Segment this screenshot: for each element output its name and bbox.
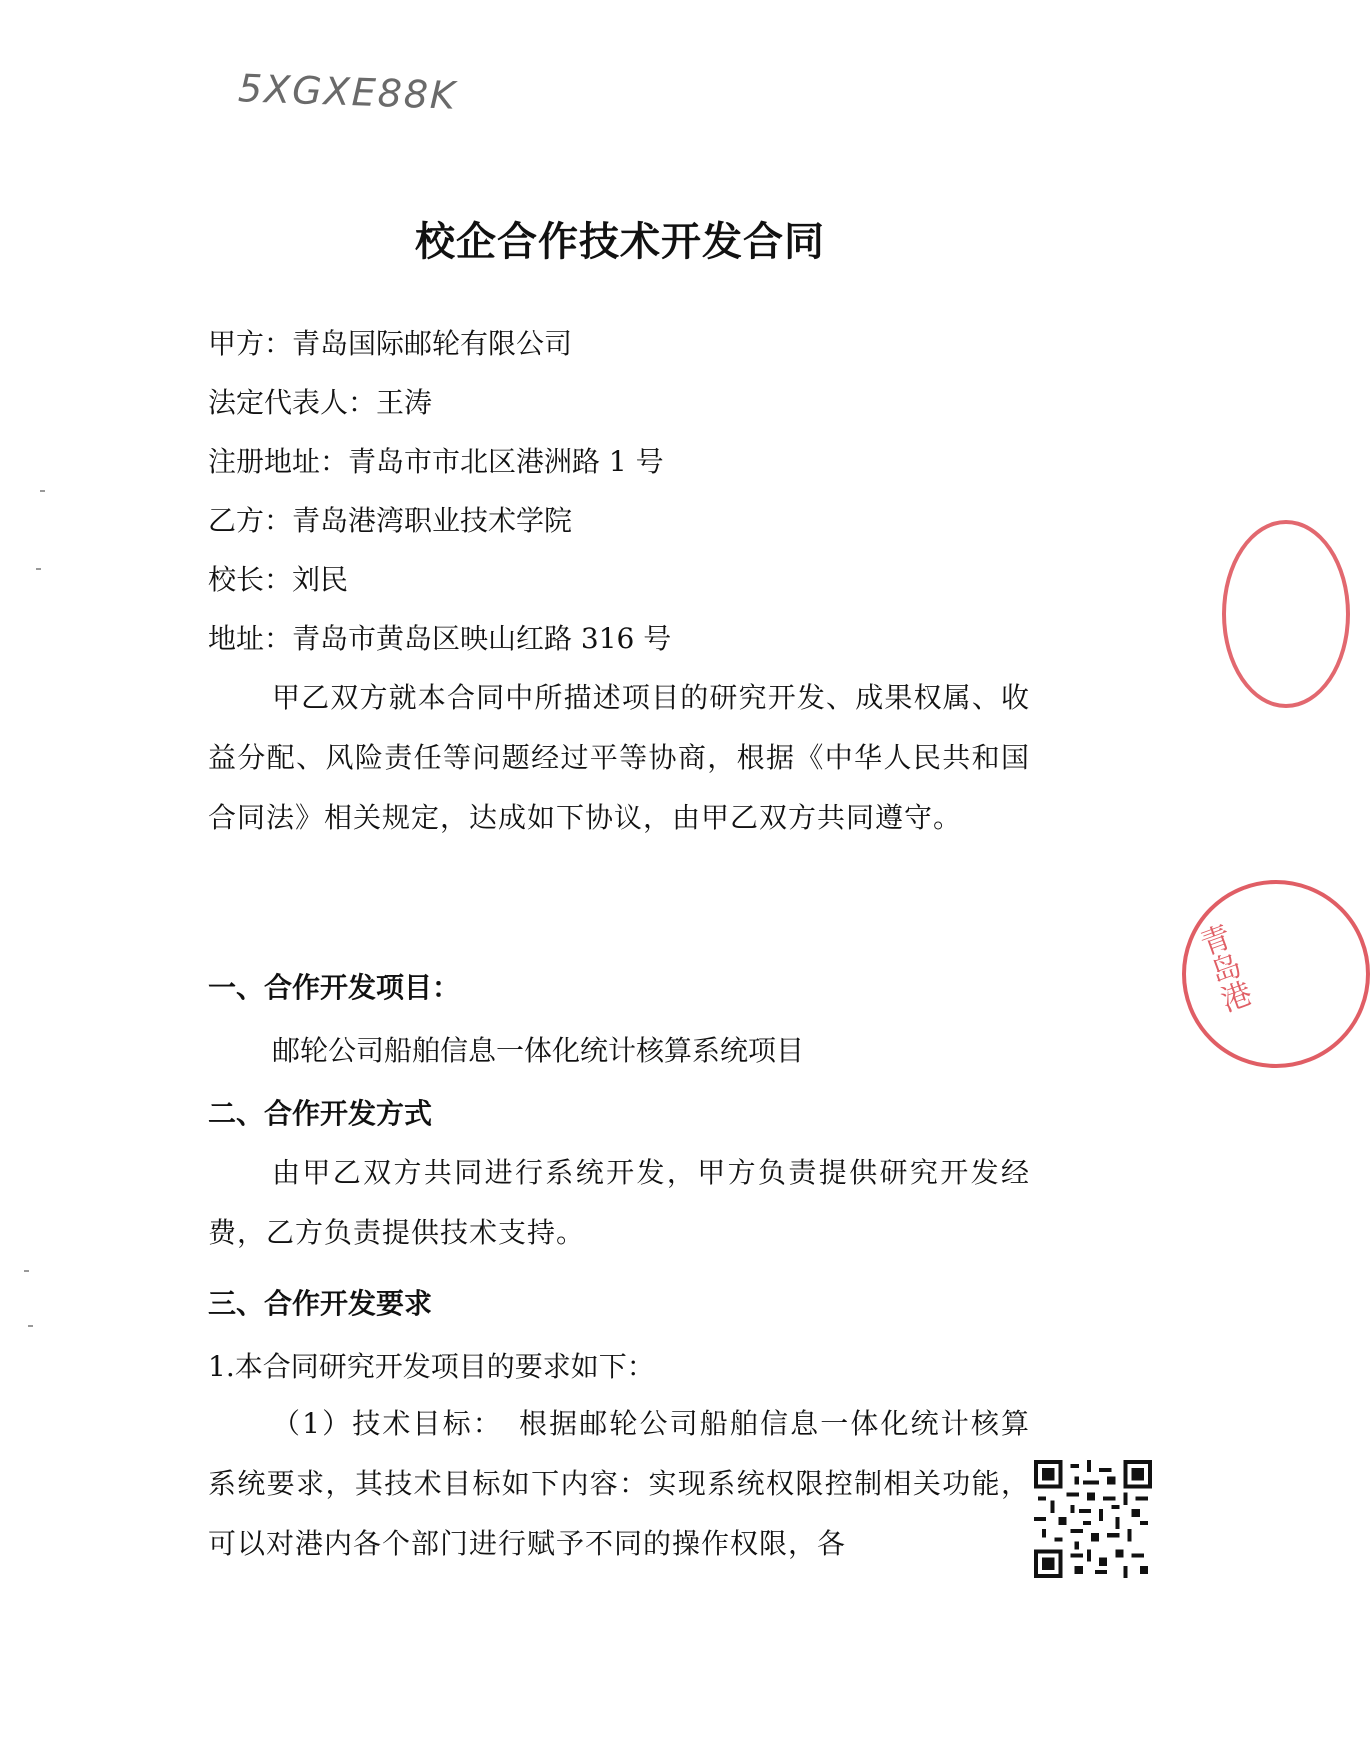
scan-speck bbox=[36, 568, 41, 570]
red-seal-edge bbox=[1222, 520, 1350, 708]
section-1-body: 邮轮公司船舶信息一体化统计核算系统项目 bbox=[272, 1034, 805, 1067]
principal-line: 校长：刘民 bbox=[208, 563, 349, 596]
scan-speck bbox=[28, 1325, 33, 1327]
document-title: 校企合作技术开发合同 bbox=[415, 219, 825, 265]
red-seal-stamp bbox=[1182, 880, 1370, 1068]
party-a-line: 甲方：青岛国际邮轮有限公司 bbox=[208, 327, 573, 360]
section-2-body: 由甲乙双方共同进行系统开发，甲方负责提供研究开发经费，乙方负责提供技术支持。 bbox=[208, 1156, 1030, 1249]
intro-paragraph: 甲乙双方就本合同中所描述项目的研究开发、成果权属、收益分配、风险责任等问题经过平等协商，根据《中华人民共和国合同法》相关规定，达成如下协议，由甲乙双方共同遵守。 bbox=[208, 681, 1030, 834]
party-b-line: 乙方：青岛港湾职业技术学院 bbox=[208, 504, 573, 537]
stamp-text: 青岛港 bbox=[1190, 920, 1255, 1018]
scan-speck bbox=[40, 490, 45, 492]
qr-code bbox=[1034, 1460, 1152, 1578]
section-3-heading: 三、合作开发要求 bbox=[208, 1287, 433, 1320]
handwritten-code: 5XGXE88K bbox=[237, 66, 458, 118]
technical-goal-paragraph: （1）技术目标： 根据邮轮公司船舶信息一体化统计核算系统要求，其技术目标如下内容：实现系统权限控制相关功能，可以对港内各个部门进行赋予不同的操作权限，各 bbox=[208, 1407, 1030, 1560]
address-line: 地址：青岛市黄岛区映山红路 316 号 bbox=[208, 622, 672, 655]
registered-address-line: 注册地址：青岛市市北区港洲路 1 号 bbox=[208, 445, 664, 478]
requirements-intro: 1.本合同研究开发项目的要求如下： bbox=[208, 1350, 655, 1383]
scan-speck bbox=[24, 1270, 29, 1272]
section-2-heading: 二、合作开发方式 bbox=[208, 1097, 433, 1130]
section-1-heading: 一、合作开发项目： bbox=[208, 971, 461, 1004]
legal-representative-line: 法定代表人：王涛 bbox=[208, 386, 433, 419]
